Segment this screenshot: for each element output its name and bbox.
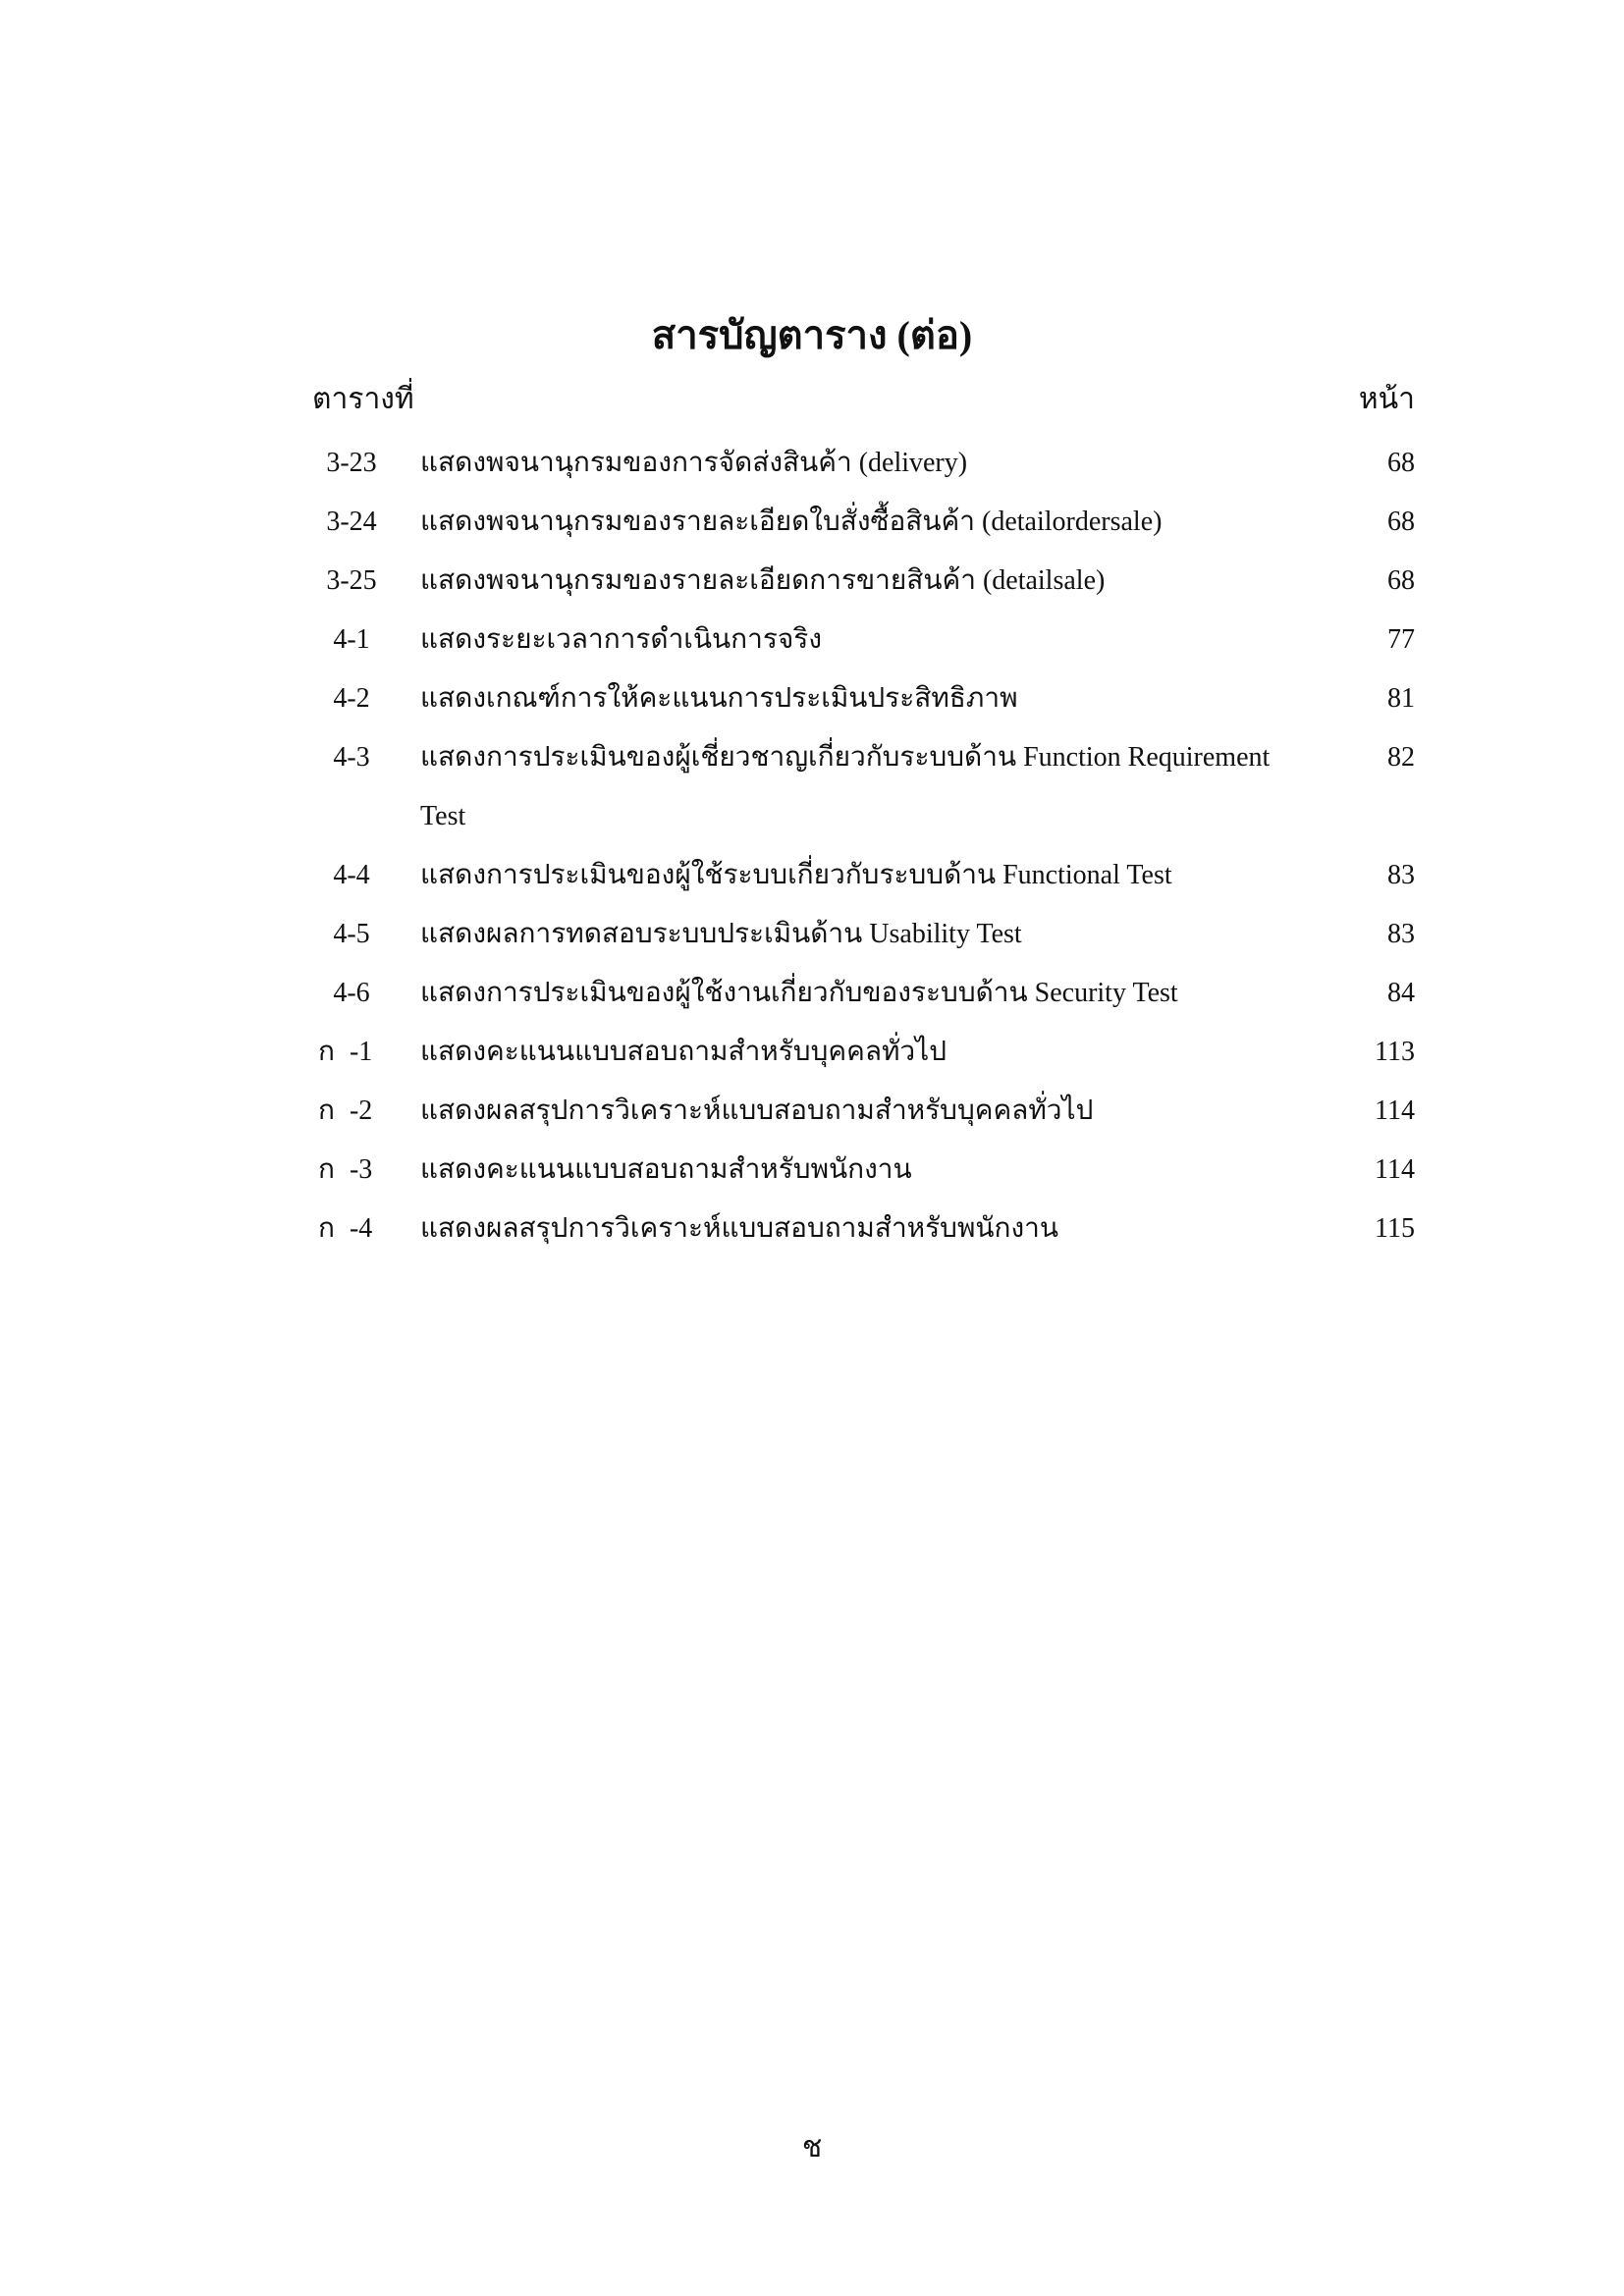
- toc-entry: [0, 964, 1624, 1023]
- toc-entry-number: 3-23: [326, 448, 377, 478]
- toc-entry-title: แสดงการประเมินของผู้เชี่ยวชาญเกี่ยวกับระบบด้าน Function Requirement Test: [420, 742, 1271, 831]
- toc-entry-number: 4-4: [333, 860, 370, 890]
- toc-entry-number: 4-5: [333, 919, 370, 949]
- toc-entry-number: 3-25: [326, 565, 377, 596]
- toc-entry-page: 113: [1375, 1037, 1415, 1067]
- table-of-contents-list: [0, 434, 1624, 1258]
- page-title: สารบัญตาราง (ต่อ): [651, 313, 973, 357]
- toc-entry: [0, 1200, 1624, 1258]
- toc-entry-page: 114: [1375, 1095, 1415, 1126]
- toc-entry: [0, 434, 1624, 493]
- toc-entry-number: 4-6: [333, 978, 370, 1008]
- toc-entry-title: แสดงพจนานุกรมของรายละเอียดการขายสินค้า (detailsale): [420, 565, 1106, 596]
- toc-entry-page: 83: [1387, 919, 1415, 949]
- column-header-table-number: ตารางที่: [312, 383, 414, 415]
- toc-entry: [0, 728, 1624, 846]
- toc-entry-page: 84: [1387, 978, 1415, 1008]
- toc-entry-number: ก -2: [318, 1095, 373, 1126]
- toc-entry-number: 4-3: [333, 742, 370, 773]
- toc-entry-page: 77: [1387, 624, 1415, 655]
- toc-entry-title: แสดงการประเมินของผู้ใช้ระบบเกี่ยวกับระบบด้าน Functional Test: [420, 860, 1172, 890]
- toc-entry-title: แสดงระยะเวลาการดำเนินการจริง: [420, 624, 822, 655]
- toc-entry-title: แสดงเกณฑ์การให้คะแนนการประเมินประสิทธิภาพ: [420, 683, 1018, 714]
- toc-entry-page: 68: [1387, 448, 1415, 478]
- column-header-page: หน้า: [1358, 383, 1415, 415]
- toc-entry-page: 115: [1375, 1213, 1415, 1244]
- toc-entry-number: 3-24: [326, 507, 377, 537]
- toc-entry-title: แสดงคะแนนแบบสอบถามสำหรับบุคคลทั่วไป: [420, 1037, 947, 1067]
- toc-entry: [0, 1023, 1624, 1082]
- toc-entry: [0, 669, 1624, 728]
- toc-entry-title: แสดงผลการทดสอบระบบประเมินด้าน Usability Test: [420, 919, 1022, 949]
- toc-entry-page: 81: [1387, 683, 1415, 714]
- toc-entry-number: ก -4: [318, 1213, 373, 1244]
- toc-entry-title: แสดงคะแนนแบบสอบถามสำหรับพนักงาน: [420, 1154, 912, 1185]
- toc-entry: [0, 1082, 1624, 1141]
- toc-entry-page: 83: [1387, 860, 1415, 890]
- toc-entry-number: 4-2: [333, 683, 370, 714]
- toc-entry: [0, 611, 1624, 669]
- toc-entry: [0, 552, 1624, 611]
- toc-entry-page: 114: [1375, 1154, 1415, 1185]
- toc-entry-page: 68: [1387, 565, 1415, 596]
- page-number-footer: ช: [801, 2131, 823, 2163]
- toc-entry: [0, 905, 1624, 964]
- toc-entry-number: ก -3: [318, 1154, 373, 1185]
- toc-entry-title: แสดงผลสรุปการวิเคราะห์แบบสอบถามสำหรับบุคคลทั่วไป: [420, 1095, 1094, 1126]
- toc-entry: [0, 846, 1624, 905]
- toc-entry-title: แสดงพจนานุกรมของรายละเอียดใบสั่งซื้อสินค้า (detailordersale): [420, 507, 1163, 537]
- toc-entry: [0, 1141, 1624, 1200]
- toc-entry-title: แสดงการประเมินของผู้ใช้งานเกี่ยวกับของระบบด้าน Security Test: [420, 978, 1178, 1008]
- toc-entry-number: 4-1: [333, 624, 370, 655]
- toc-entry-title: แสดงพจนานุกรมของการจัดส่งสินค้า (delivery): [420, 448, 968, 478]
- toc-entry: [0, 493, 1624, 552]
- toc-entry-title: แสดงผลสรุปการวิเคราะห์แบบสอบถามสำหรับพนักงาน: [420, 1213, 1059, 1244]
- toc-entry-page: 68: [1387, 507, 1415, 537]
- toc-entry-number: ก -1: [318, 1037, 373, 1067]
- toc-entry-page: 82: [1387, 742, 1415, 773]
